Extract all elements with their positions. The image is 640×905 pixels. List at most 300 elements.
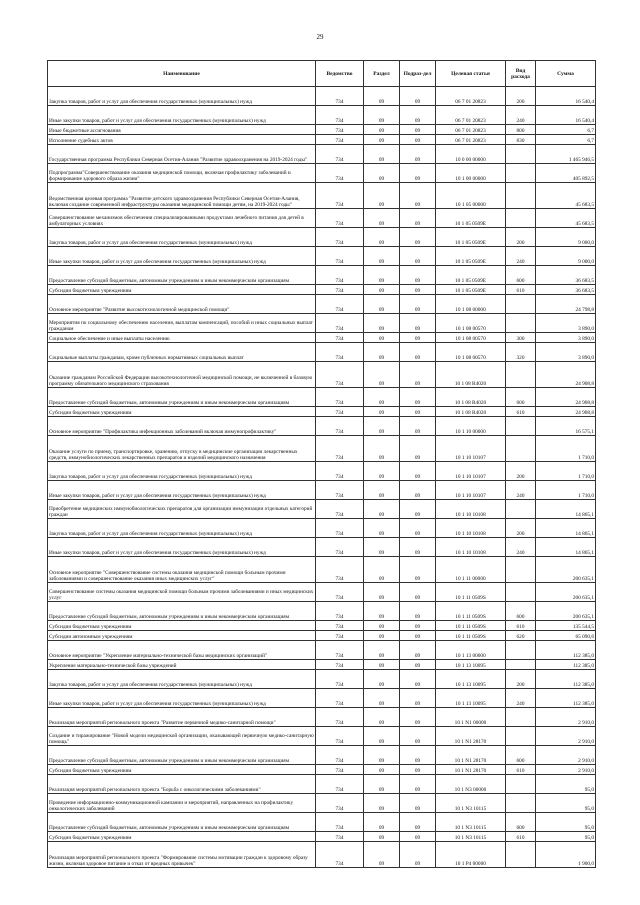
row-sum: 200 635,1 — [536, 602, 596, 621]
row-target-article: 10 1 10 10108 — [436, 538, 506, 557]
row-name: Укрепление материально-технической базы учреждений — [48, 660, 316, 670]
row-razdel: 09 — [364, 247, 400, 266]
row-target-article: 10 1 10 10108 — [436, 500, 506, 519]
row-razdel: 09 — [364, 183, 400, 209]
row-expense-type — [506, 436, 536, 462]
row-name: Основное мероприятие "Укрепление материально-технической базы медицинских организаций" — [48, 641, 316, 660]
row-expense-type: 610 — [506, 407, 536, 417]
row-expense-type — [506, 295, 536, 314]
row-vedomstvo: 734 — [316, 660, 364, 670]
row-vedomstvo: 734 — [316, 538, 364, 557]
table-row — [48, 266, 596, 285]
row-sum: 1 710,0 — [536, 436, 596, 462]
row-razdel: 09 — [364, 631, 400, 641]
row-vedomstvo: 734 — [316, 407, 364, 417]
row-podrazdel: 09 — [400, 145, 436, 164]
row-podrazdel: 09 — [400, 670, 436, 689]
table-row — [48, 106, 596, 125]
row-podrazdel: 09 — [400, 417, 436, 436]
row-expense-type: 600 — [506, 602, 536, 621]
row-target-article: 10 1 08 00570 — [436, 314, 506, 333]
row-name: Субсидии бюджетным учреждениям — [48, 832, 316, 842]
row-razdel: 09 — [364, 407, 400, 417]
table-row — [48, 832, 596, 842]
row-sum: 24 908,8 — [536, 407, 596, 417]
row-expense-type — [506, 708, 536, 727]
table-row — [48, 145, 596, 164]
row-vedomstvo: 734 — [316, 417, 364, 436]
row-target-article: 10 1 08 00000 — [436, 295, 506, 314]
row-sum: 2 910,0 — [536, 708, 596, 727]
row-target-article: 10 1 13 00000 — [436, 641, 506, 660]
row-podrazdel: 09 — [400, 314, 436, 333]
table-row — [48, 481, 596, 500]
row-razdel: 09 — [364, 343, 400, 362]
row-sum: 1 465 946,5 — [536, 145, 596, 164]
row-razdel: 09 — [364, 285, 400, 295]
table-row — [48, 183, 596, 209]
row-vedomstvo: 734 — [316, 247, 364, 266]
row-name: Иные закупки товаров, работ и услуг для обеспечения государственных (муниципальных) нужд — [48, 106, 316, 125]
row-sum: 1 900,0 — [536, 842, 596, 868]
row-sum: 405 892,5 — [536, 164, 596, 183]
row-target-article: 10 1 08 R4020 — [436, 362, 506, 388]
row-podrazdel: 09 — [400, 481, 436, 500]
row-razdel: 09 — [364, 500, 400, 519]
row-expense-type — [506, 209, 536, 228]
row-podrazdel: 09 — [400, 583, 436, 602]
table-row — [48, 407, 596, 417]
row-expense-type: 200 — [506, 670, 536, 689]
row-razdel: 09 — [364, 209, 400, 228]
row-vedomstvo: 734 — [316, 183, 364, 209]
row-sum: 1 710,0 — [536, 462, 596, 481]
row-sum: 3 890,0 — [536, 333, 596, 343]
row-sum: 16 540,4 — [536, 87, 596, 106]
row-podrazdel: 09 — [400, 209, 436, 228]
row-vedomstvo: 734 — [316, 746, 364, 765]
row-sum: 14 865,1 — [536, 500, 596, 519]
row-razdel: 09 — [364, 295, 400, 314]
row-vedomstvo: 734 — [316, 209, 364, 228]
row-podrazdel: 09 — [400, 708, 436, 727]
row-vedomstvo: 734 — [316, 708, 364, 727]
row-name: Закупка товаров, работ и услуг для обеспечения государственных (муниципальных) нужд — [48, 670, 316, 689]
row-target-article: 10 1 13 10095 — [436, 660, 506, 670]
row-vedomstvo: 734 — [316, 481, 364, 500]
row-podrazdel: 09 — [400, 87, 436, 106]
row-name: Субсидии бюджетным учреждениям — [48, 765, 316, 775]
row-razdel: 09 — [364, 660, 400, 670]
row-expense-type — [506, 727, 536, 746]
row-podrazdel: 09 — [400, 266, 436, 285]
header-expense-type: Вид расхода — [506, 61, 536, 87]
row-razdel: 09 — [364, 641, 400, 660]
row-sum: 45 683,5 — [536, 209, 596, 228]
table-row — [48, 135, 596, 145]
row-name: Подпрограмма"Совершенствование оказания медицинской помощи, включая профилактику заболеваний и формирование здорового образа жизни" — [48, 164, 316, 183]
row-razdel: 09 — [364, 135, 400, 145]
row-podrazdel: 09 — [400, 388, 436, 407]
row-razdel: 09 — [364, 125, 400, 135]
row-expense-type: 240 — [506, 106, 536, 125]
row-podrazdel: 09 — [400, 602, 436, 621]
row-name: Предоставление субсидий бюджетным, автономным учреждениям и иным некоммерческим организациям — [48, 388, 316, 407]
row-vedomstvo: 734 — [316, 295, 364, 314]
row-sum: 2 910,0 — [536, 746, 596, 765]
budget-table — [47, 60, 596, 868]
row-vedomstvo: 734 — [316, 266, 364, 285]
row-expense-type: 600 — [506, 266, 536, 285]
row-sum: 112 385,0 — [536, 641, 596, 660]
row-target-article: 10 1 13 10095 — [436, 670, 506, 689]
row-expense-type: 240 — [506, 689, 536, 708]
table-row — [48, 813, 596, 832]
row-expense-type — [506, 145, 536, 164]
row-razdel: 09 — [364, 481, 400, 500]
row-name: Реализация мероприятий регионального проекта "Развитие первичной медико-санитарной помощи" — [48, 708, 316, 727]
row-sum: 45 683,5 — [536, 183, 596, 209]
row-razdel: 09 — [364, 602, 400, 621]
row-name: Оказание гражданам Российской Федерации высокотехнологичной медицинской помощи, не включенной в базовую программу обязательного медицинского страхования — [48, 362, 316, 388]
row-podrazdel: 09 — [400, 135, 436, 145]
row-target-article: 10 1 N1 28170 — [436, 765, 506, 775]
row-podrazdel: 09 — [400, 106, 436, 125]
header-target-article: Целевая статья — [436, 61, 506, 87]
row-target-article: 06 7 01 20823 — [436, 106, 506, 125]
row-sum: 3 890,0 — [536, 314, 596, 333]
table-row — [48, 842, 596, 868]
row-expense-type — [506, 417, 536, 436]
row-expense-type: 300 — [506, 333, 536, 343]
row-expense-type — [506, 500, 536, 519]
row-razdel: 09 — [364, 842, 400, 868]
header-name: Наименование — [48, 61, 316, 87]
row-vedomstvo: 734 — [316, 519, 364, 538]
row-expense-type: 830 — [506, 135, 536, 145]
row-target-article: 10 1 10 10108 — [436, 519, 506, 538]
row-target-article: 10 1 N1 28170 — [436, 727, 506, 746]
row-expense-type: 600 — [506, 746, 536, 765]
table-row — [48, 164, 596, 183]
row-vedomstvo: 734 — [316, 631, 364, 641]
row-sum: 95,0 — [536, 832, 596, 842]
row-name: Закупка товаров, работ и услуг для обеспечения государственных (муниципальных) нужд — [48, 519, 316, 538]
row-sum: 9 000,0 — [536, 247, 596, 266]
table-row — [48, 87, 596, 106]
header-vedomstvo: Ведомство — [316, 61, 364, 87]
row-razdel: 09 — [364, 106, 400, 125]
table-row — [48, 247, 596, 266]
row-name: Закупка товаров, работ и услуг для обеспечения государственных (муниципальных) нужд — [48, 228, 316, 247]
row-expense-type: 200 — [506, 519, 536, 538]
row-vedomstvo: 734 — [316, 765, 364, 775]
table-row — [48, 228, 596, 247]
row-razdel: 09 — [364, 746, 400, 765]
row-target-article: 10 1 10 10107 — [436, 462, 506, 481]
row-target-article: 10 1 08 00570 — [436, 343, 506, 362]
row-target-article: 10 1 05 0509E — [436, 266, 506, 285]
table-row — [48, 125, 596, 135]
table-row — [48, 362, 596, 388]
row-name: Социальные выплаты гражданам, кроме публичных нормативных социальных выплат — [48, 343, 316, 362]
row-vedomstvo: 734 — [316, 832, 364, 842]
table-row — [48, 631, 596, 641]
row-vedomstvo: 734 — [316, 343, 364, 362]
row-vedomstvo: 734 — [316, 775, 364, 794]
table-row — [48, 660, 596, 670]
row-vedomstvo: 734 — [316, 125, 364, 135]
row-name: Закупка товаров, работ и услуг для обеспечения государственных (муниципальных) нужд — [48, 462, 316, 481]
row-vedomstvo: 734 — [316, 462, 364, 481]
row-podrazdel: 09 — [400, 765, 436, 775]
row-vedomstvo: 734 — [316, 314, 364, 333]
row-expense-type: 320 — [506, 343, 536, 362]
row-podrazdel: 09 — [400, 794, 436, 813]
row-sum: 14 865,1 — [536, 538, 596, 557]
row-name: Реализация мероприятий регионального проекта "Формирование системы мотивации граждан к здоровому образу жизни, включая здоровое питание и отказ от вредных привычек" — [48, 842, 316, 868]
row-razdel: 09 — [364, 519, 400, 538]
row-vedomstvo: 734 — [316, 602, 364, 621]
row-expense-type — [506, 183, 536, 209]
row-podrazdel: 09 — [400, 183, 436, 209]
row-razdel: 09 — [364, 727, 400, 746]
row-name: Субсидии автономным учреждениям — [48, 631, 316, 641]
row-sum: 14 865,1 — [536, 519, 596, 538]
row-podrazdel: 09 — [400, 557, 436, 583]
row-target-article: 10 1 13 10095 — [436, 689, 506, 708]
table-row — [48, 602, 596, 621]
table-row — [48, 462, 596, 481]
row-vedomstvo: 734 — [316, 362, 364, 388]
row-target-article: 10 1 11 0509S — [436, 602, 506, 621]
row-name: Иные закупки товаров, работ и услуг для обеспечения государственных (муниципальных) нужд — [48, 481, 316, 500]
row-razdel: 09 — [364, 621, 400, 631]
row-target-article: 06 7 01 20823 — [436, 125, 506, 135]
row-name: Предоставление субсидий бюджетным, автономным учреждениям и иным некоммерческим организациям — [48, 602, 316, 621]
table-row — [48, 388, 596, 407]
row-sum: 2 910,0 — [536, 727, 596, 746]
row-razdel: 09 — [364, 314, 400, 333]
row-expense-type — [506, 362, 536, 388]
table-row — [48, 727, 596, 746]
row-podrazdel: 09 — [400, 125, 436, 135]
table-row — [48, 436, 596, 462]
row-razdel: 09 — [364, 417, 400, 436]
row-sum: 112 385,0 — [536, 670, 596, 689]
table-row — [48, 765, 596, 775]
table-row — [48, 538, 596, 557]
row-expense-type: 610 — [506, 765, 536, 775]
row-podrazdel: 09 — [400, 660, 436, 670]
row-name: Мероприятия по социальному обеспечению населения, выплатам компенсаций, пособий и иных социальных выплат гражданам — [48, 314, 316, 333]
row-target-article: 10 1 N1 28170 — [436, 746, 506, 765]
row-name: Реализация мероприятий регионального проекта "Борьба с онкологическими заболеваниями" — [48, 775, 316, 794]
row-sum: 112 385,0 — [536, 660, 596, 670]
row-sum: 200 635,1 — [536, 583, 596, 602]
row-expense-type: 200 — [506, 228, 536, 247]
row-podrazdel: 09 — [400, 832, 436, 842]
table-row — [48, 333, 596, 343]
row-name: Иные закупки товаров, работ и услуг для обеспечения государственных (муниципальных) нужд — [48, 689, 316, 708]
row-target-article: 06 7 01 20823 — [436, 87, 506, 106]
row-target-article: 10 1 05 0509E — [436, 228, 506, 247]
row-vedomstvo: 734 — [316, 285, 364, 295]
row-sum: 36 683,5 — [536, 285, 596, 295]
row-vedomstvo: 734 — [316, 794, 364, 813]
row-sum: 6,7 — [536, 125, 596, 135]
row-podrazdel: 09 — [400, 775, 436, 794]
row-target-article: 10 1 11 0509S — [436, 621, 506, 631]
row-vedomstvo: 734 — [316, 557, 364, 583]
row-name: Основное мероприятие "Совершенствование системы оказания медицинской помощи больным прочими заболеваниями и совершенствование оказания иных медицинских услуг" — [48, 557, 316, 583]
row-target-article: 10 1 00 00000 — [436, 164, 506, 183]
row-razdel: 09 — [364, 765, 400, 775]
row-razdel: 09 — [364, 775, 400, 794]
row-expense-type: 610 — [506, 621, 536, 631]
row-podrazdel: 09 — [400, 842, 436, 868]
row-sum: 36 683,5 — [536, 266, 596, 285]
table-row — [48, 557, 596, 583]
row-expense-type — [506, 842, 536, 868]
row-target-article: 10 1 N3 10115 — [436, 794, 506, 813]
table-body — [48, 87, 596, 868]
row-expense-type — [506, 794, 536, 813]
row-name: Иные бюджетные ассигнования — [48, 125, 316, 135]
table-row — [48, 417, 596, 436]
row-podrazdel: 09 — [400, 362, 436, 388]
row-razdel: 09 — [364, 266, 400, 285]
row-razdel: 09 — [364, 362, 400, 388]
row-podrazdel: 09 — [400, 500, 436, 519]
row-target-article: 10 1 N3 00000 — [436, 775, 506, 794]
row-name: Совершенствование механизмов обеспечения специализированными продуктами лечебного питания для детей в амбулаторных условиях — [48, 209, 316, 228]
table-row — [48, 519, 596, 538]
row-sum: 16 575,1 — [536, 417, 596, 436]
row-podrazdel: 09 — [400, 228, 436, 247]
row-name: Проведение информационно-коммуникационной кампании и мероприятий, направленных на профилактику онкологических заболеваний — [48, 794, 316, 813]
row-vedomstvo: 734 — [316, 689, 364, 708]
header-sum: Сумма — [536, 61, 596, 87]
row-razdel: 09 — [364, 813, 400, 832]
row-vedomstvo: 734 — [316, 500, 364, 519]
row-razdel: 09 — [364, 708, 400, 727]
table-row — [48, 794, 596, 813]
table-row — [48, 708, 596, 727]
row-sum: 6,7 — [536, 135, 596, 145]
row-expense-type: 200 — [506, 87, 536, 106]
row-expense-type: 600 — [506, 813, 536, 832]
row-sum: 24 908,8 — [536, 388, 596, 407]
row-name: Государственная программа Республики Северная Осетия-Алания "Развитие здравоохранения на 2019-2024 годы" — [48, 145, 316, 164]
row-name: Предоставление субсидий бюджетным, автономным учреждениям и иным некоммерческим организациям — [48, 266, 316, 285]
row-podrazdel: 09 — [400, 621, 436, 631]
row-name: Иные закупки товаров, работ и услуг для обеспечения государственных (муниципальных) нужд — [48, 538, 316, 557]
row-podrazdel: 09 — [400, 689, 436, 708]
row-razdel: 09 — [364, 557, 400, 583]
row-razdel: 09 — [364, 583, 400, 602]
row-expense-type: 200 — [506, 462, 536, 481]
row-name: Основное мероприятие "Развитие высокотехнологичной медицинской помощи" — [48, 295, 316, 314]
row-name: Субсидии бюджетным учреждениям — [48, 621, 316, 631]
row-vedomstvo: 734 — [316, 164, 364, 183]
row-target-article: 10 1 08 R4020 — [436, 388, 506, 407]
row-razdel: 09 — [364, 462, 400, 481]
row-razdel: 09 — [364, 689, 400, 708]
row-podrazdel: 09 — [400, 538, 436, 557]
row-name: Иные закупки товаров, работ и услуг для обеспечения государственных (муниципальных) нужд — [48, 247, 316, 266]
row-name: Закупка товаров, работ и услуг для обеспечения государственных (муниципальных) нужд — [48, 87, 316, 106]
table-row — [48, 641, 596, 660]
header-podrazdel: Подраз-дел — [400, 61, 436, 87]
row-name: Исполнение судебных актов — [48, 135, 316, 145]
row-podrazdel: 09 — [400, 641, 436, 660]
row-podrazdel: 09 — [400, 247, 436, 266]
table-row — [48, 343, 596, 362]
row-vedomstvo: 734 — [316, 670, 364, 689]
row-name: Субсидии бюджетным учреждениям — [48, 407, 316, 417]
row-expense-type: 600 — [506, 388, 536, 407]
row-sum: 24 798,8 — [536, 295, 596, 314]
row-expense-type: 610 — [506, 285, 536, 295]
table-row — [48, 583, 596, 602]
row-expense-type — [506, 641, 536, 660]
row-vedomstvo: 734 — [316, 641, 364, 660]
row-podrazdel: 09 — [400, 746, 436, 765]
row-vedomstvo: 734 — [316, 388, 364, 407]
row-target-article: 10 1 11 0509S — [436, 583, 506, 602]
row-vedomstvo: 734 — [316, 436, 364, 462]
row-sum: 135 544,5 — [536, 621, 596, 631]
row-sum: 24 908,8 — [536, 362, 596, 388]
row-target-article: 10 1 10 10107 — [436, 436, 506, 462]
table-row — [48, 689, 596, 708]
row-target-article: 10 1 10 10107 — [436, 481, 506, 500]
row-vedomstvo: 734 — [316, 727, 364, 746]
row-razdel: 09 — [364, 436, 400, 462]
row-sum: 200 635,1 — [536, 557, 596, 583]
row-target-article: 10 1 N1 00000 — [436, 708, 506, 727]
row-name: Предоставление субсидий бюджетным, автономным учреждениям и иным некоммерческим организациям — [48, 746, 316, 765]
row-expense-type — [506, 660, 536, 670]
row-target-article: 10 1 10 00000 — [436, 417, 506, 436]
row-razdel: 09 — [364, 388, 400, 407]
row-podrazdel: 09 — [400, 285, 436, 295]
row-target-article: 10 1 N3 10115 — [436, 813, 506, 832]
table-row — [48, 670, 596, 689]
row-podrazdel: 09 — [400, 407, 436, 417]
row-target-article: 10 1 05 0509E — [436, 285, 506, 295]
row-razdel: 09 — [364, 670, 400, 689]
row-vedomstvo: 734 — [316, 135, 364, 145]
table-header-row — [48, 61, 596, 87]
row-podrazdel: 09 — [400, 164, 436, 183]
row-expense-type: 610 — [506, 832, 536, 842]
table-row — [48, 209, 596, 228]
row-razdel: 09 — [364, 794, 400, 813]
table-row — [48, 746, 596, 765]
row-razdel: 09 — [364, 538, 400, 557]
table-row — [48, 500, 596, 519]
table-row — [48, 295, 596, 314]
page-number: 29 — [316, 33, 324, 41]
row-sum: 112 385,0 — [536, 689, 596, 708]
row-target-article: 06 7 01 20823 — [436, 135, 506, 145]
row-target-article: 10 1 08 R4020 — [436, 407, 506, 417]
row-target-article: 10 1 11 0509S — [436, 631, 506, 641]
row-name: Ведомственная целевая программа "Развитие детского здравоохранения Республики Северная Осетия-Алания, включая создание современной инфраструктуры оказания медицинской помощи детям, на 2019-2024 годы" — [48, 183, 316, 209]
row-expense-type: 620 — [506, 631, 536, 641]
